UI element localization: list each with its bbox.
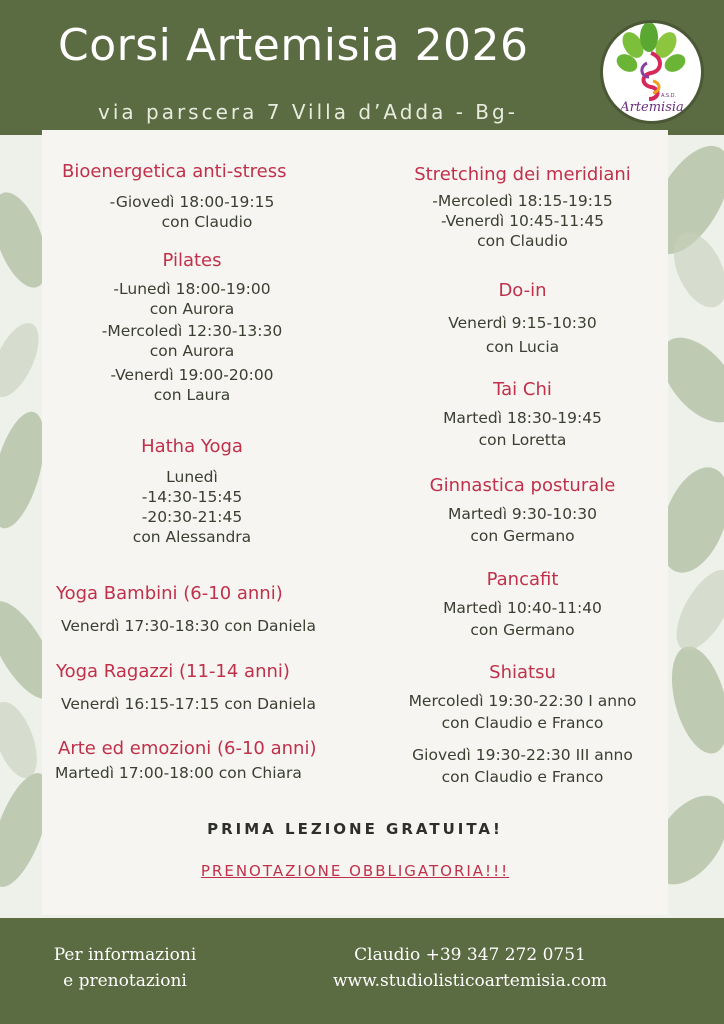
course-line: con Loretta — [478, 431, 567, 449]
course-title: Hatha Yoga — [141, 436, 243, 457]
course-line: con Laura — [153, 386, 231, 404]
course-title: Pancafit — [486, 569, 559, 590]
free-lesson-banner: PRIMA LEZIONE GRATUITA! — [207, 820, 503, 838]
logo-prefix: A.S.D. — [661, 93, 677, 99]
logo-graphic — [603, 23, 701, 121]
course-line: Lunedì — [166, 468, 218, 486]
course-line: con Aurora — [149, 342, 235, 360]
course-title: Tai Chi — [493, 379, 552, 400]
course-line: -14:30-15:45 — [141, 488, 243, 506]
course-title: Yoga Bambini (6-10 anni) — [56, 583, 283, 604]
course-block — [377, 661, 668, 787]
footer-info-line: Per informazioni — [53, 945, 197, 965]
footer-info — [20, 942, 230, 994]
course-line: con Alessandra — [132, 528, 252, 546]
booking-required-link[interactable]: PRENOTAZIONE OBBLIGATORIA!!! — [200, 862, 510, 880]
course-block — [377, 378, 668, 450]
course-title: Shiatsu — [489, 662, 556, 683]
course-line: Mercoledì 19:30-22:30 I anno — [408, 692, 637, 710]
footer-contact — [290, 942, 650, 994]
course-block — [377, 474, 668, 546]
course-title: Arte ed emozioni (6-10 anni) — [58, 738, 317, 759]
course-title: Stretching dei meridiani — [414, 164, 631, 185]
phone-contact[interactable]: Claudio +39 347 272 0751 — [354, 945, 586, 965]
course-line: Martedì 9:30-10:30 — [448, 505, 597, 523]
course-block — [42, 737, 358, 783]
course-line: con Germano — [470, 527, 575, 545]
address-subtitle: via parscera 7 Villa d’Adda - Bg- — [98, 100, 518, 124]
course-block — [42, 660, 356, 714]
course-line: -Venerdì 10:45-11:45 — [440, 212, 605, 230]
course-line: Venerdì 16:15-17:15 con Daniela — [61, 695, 316, 713]
course-line: -Mercoledì 12:30-13:30 — [101, 322, 283, 340]
course-line: -Giovedì 18:00-19:15 — [109, 193, 275, 211]
course-line: -Mercoledì 18:15-19:15 — [432, 192, 613, 210]
website-link[interactable]: www.studiolisticoartemisia.com — [332, 971, 607, 991]
course-line: con Claudio e Franco — [441, 714, 604, 732]
course-line: con Aurora — [149, 300, 235, 318]
course-block — [42, 582, 356, 636]
course-title: Pilates — [162, 250, 222, 271]
course-title: Yoga Ragazzi (11-14 anni) — [56, 661, 290, 682]
course-line: Martedì 18:30-19:45 — [443, 409, 602, 427]
course-line: Giovedì 19:30-22:30 III anno — [412, 746, 633, 764]
course-line: Martedì 10:40-11:40 — [443, 599, 602, 617]
logo-text: Artemisia — [620, 100, 684, 115]
course-line: Venerdì 9:15-10:30 — [448, 314, 597, 332]
course-line: Martedì 17:00-18:00 con Chiara — [55, 764, 302, 782]
course-block — [42, 435, 342, 547]
course-title: Do-in — [498, 280, 547, 301]
course-line: con Claudio — [477, 232, 568, 250]
course-block — [42, 249, 342, 405]
course-line: con Claudio — [161, 213, 253, 231]
page-title: Corsi Artemisia 2026 — [58, 20, 529, 71]
course-line: con Claudio e Franco — [441, 768, 604, 786]
course-block — [377, 163, 668, 251]
course-block — [377, 279, 668, 357]
course-line: con Germano — [470, 621, 575, 639]
artemisia-logo — [600, 20, 704, 124]
course-block — [377, 568, 668, 640]
footer-bar — [0, 918, 724, 1024]
schedule-panel — [42, 130, 668, 915]
footer-info-line: e prenotazioni — [63, 971, 187, 991]
course-title: Bioenergetica anti-stress — [62, 161, 287, 182]
course-line: -Lunedì 18:00-19:00 — [113, 280, 271, 298]
course-block — [42, 160, 342, 232]
course-line: -20:30-21:45 — [141, 508, 243, 526]
course-line: con Lucia — [485, 338, 560, 356]
course-title: Ginnastica posturale — [429, 475, 616, 496]
course-line: Venerdì 17:30-18:30 con Daniela — [61, 617, 316, 635]
course-line: -Venerdì 19:00-20:00 — [110, 366, 274, 384]
